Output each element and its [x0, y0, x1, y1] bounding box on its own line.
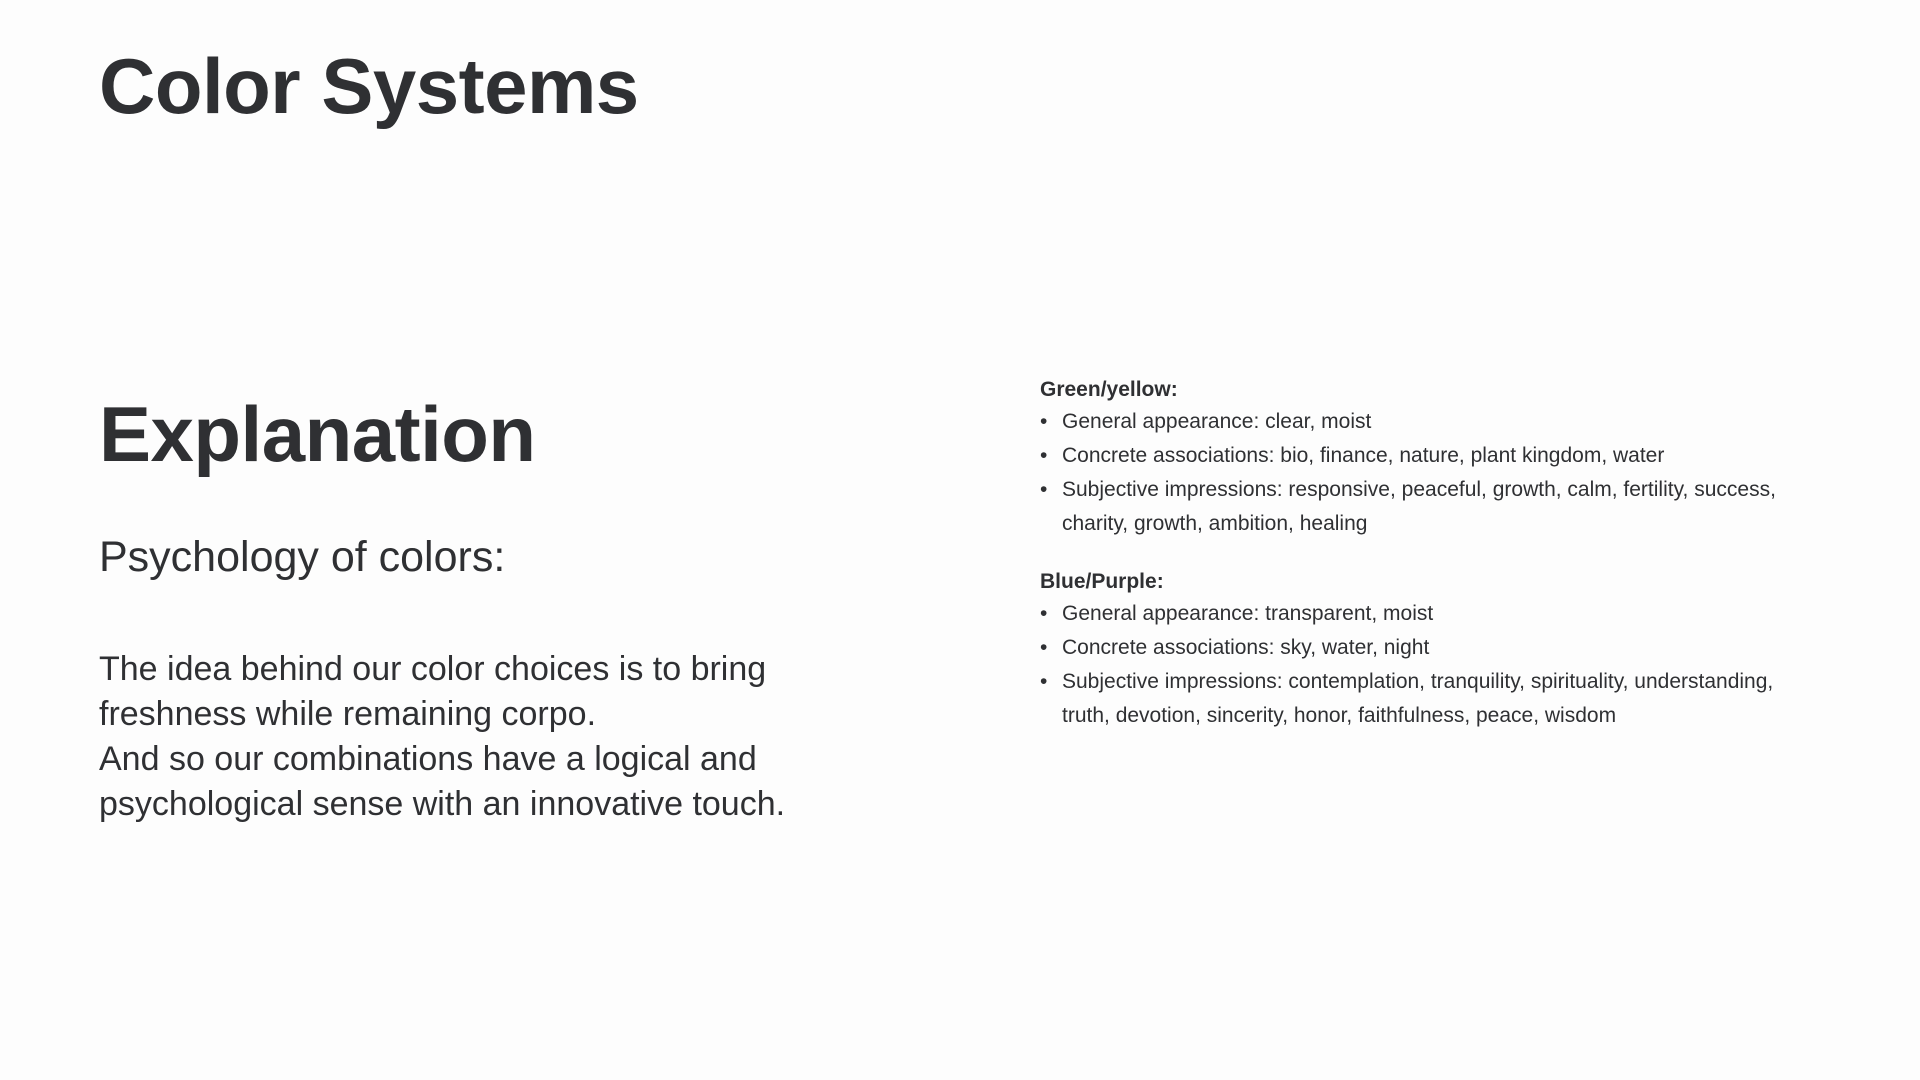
list-item	[1040, 405, 1840, 439]
list-item-text: General appearance: transparent, moist	[1062, 602, 1434, 625]
bullet-icon: •	[1040, 636, 1048, 659]
bullet-icon: •	[1040, 410, 1048, 433]
list-item-text: charity, growth, ambition, healing	[1062, 512, 1368, 535]
list-item	[1040, 631, 1840, 665]
list-item-text: Concrete associations: bio, finance, nature, plant kingdom, water	[1062, 444, 1665, 467]
explanation-paragraph	[99, 647, 859, 827]
paragraph-line: The idea behind our color choices is to bring	[99, 650, 767, 689]
section-subtitle: Psychology of colors:	[99, 532, 506, 581]
group-list	[1040, 405, 1840, 541]
bullet-icon: •	[1040, 602, 1048, 625]
list-item-text: truth, devotion, sincerity, honor, faithfulness, peace, wisdom	[1062, 704, 1617, 727]
explanation-section	[99, 392, 859, 827]
section-title: Explanation	[99, 390, 536, 478]
bullet-icon: •	[1040, 670, 1048, 693]
list-item	[1040, 665, 1840, 733]
color-groups	[1040, 375, 1840, 759]
list-item	[1040, 473, 1840, 541]
color-group-blue-purple	[1040, 567, 1840, 733]
paragraph-line: freshness while remaining corpo.	[99, 695, 597, 734]
group-heading: Green/yellow:	[1040, 378, 1178, 401]
bullet-icon: •	[1040, 444, 1048, 467]
list-item-text: Subjective impressions: contemplation, tranquility, spirituality, understanding,	[1062, 670, 1774, 693]
group-list	[1040, 597, 1840, 733]
paragraph-line: And so our combinations have a logical and	[99, 740, 757, 779]
list-item-text: Concrete associations: sky, water, night	[1062, 636, 1430, 659]
color-group-green-yellow	[1040, 375, 1840, 541]
list-item	[1040, 439, 1840, 473]
list-item-text: Subjective impressions: responsive, peaceful, growth, calm, fertility, success,	[1062, 478, 1776, 501]
list-item-text: General appearance: clear, moist	[1062, 410, 1372, 433]
bullet-icon: •	[1040, 478, 1048, 501]
group-heading: Blue/Purple:	[1040, 570, 1164, 593]
page-title: Color Systems	[99, 42, 639, 130]
list-item	[1040, 597, 1840, 631]
paragraph-line: psychological sense with an innovative touch.	[99, 785, 786, 824]
